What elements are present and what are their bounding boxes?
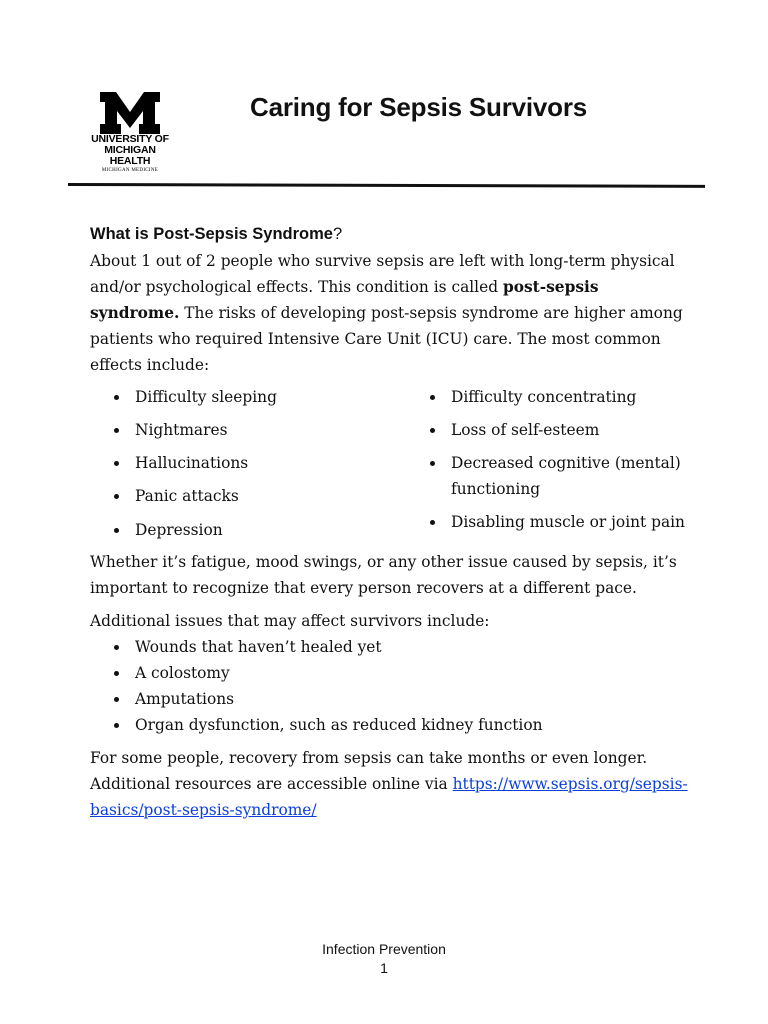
list-item: Disabling muscle or joint pain [406, 509, 706, 535]
list-item: Panic attacks [90, 483, 277, 509]
list-item: Depression [90, 517, 277, 543]
effects-columns [90, 384, 690, 544]
main-content [90, 222, 690, 823]
intro-paragraph [90, 248, 690, 378]
list-item: Difficulty concentrating [406, 384, 706, 410]
page-number: 1 [380, 960, 388, 976]
header-divider [68, 183, 705, 188]
list-item: Nightmares [90, 417, 277, 443]
list-item: Amputations [90, 686, 690, 712]
page-footer [0, 940, 768, 978]
section-heading-text: What is Post-Sepsis Syndrome [90, 225, 333, 243]
block-m-icon [99, 92, 161, 134]
effects-list-right [406, 384, 706, 542]
intro-bold-term: post-sepsis syndrome. [90, 278, 599, 322]
logo-line-2: MICHIGAN HEALTH [104, 144, 156, 167]
logo-line-3: MICHIGAN MEDICINE [101, 168, 159, 173]
list-item: Loss of self-esteem [406, 417, 706, 443]
list-item: A colostomy [90, 660, 690, 686]
logo-line-1: UNIVERSITY OF [91, 133, 169, 145]
list-item: Hallucinations [90, 450, 277, 476]
additional-issues-list [90, 634, 690, 738]
michigan-health-logo [84, 92, 176, 174]
footer-department: Infection Prevention [322, 941, 446, 957]
intro-text-2: The risks of developing post-sepsis syndrome are higher among patients who required Intensive Care Unit (ICU) care. The most common effects include: [90, 304, 683, 374]
list-item: Decreased cognitive (mental) functioning [406, 450, 706, 502]
effects-list-left [90, 384, 277, 550]
recovery-paragraph: Whether it’s fatigue, mood swings, or any other issue caused by sepsis, it’s important to recognize that every person recovers at a different pace. [90, 553, 677, 597]
list-item: Organ dysfunction, such as reduced kidney function [90, 712, 690, 738]
intro-text-1: About 1 out of 2 people who survive sepsis are left with long-term physical and/or psychological effects. This condition is called [90, 252, 675, 296]
resources-text: For some people, recovery from sepsis can take months or even longer. Additional resources are accessible online via [90, 749, 648, 793]
additional-issues-intro: Additional issues that may affect survivors include: [90, 612, 490, 630]
page-title: Caring for Sepsis Survivors [250, 92, 588, 122]
resources-paragraph [90, 745, 690, 823]
list-item: Difficulty sleeping [90, 384, 277, 410]
list-item: Wounds that haven’t healed yet [90, 634, 690, 660]
section-heading [90, 222, 690, 245]
section-heading-mark: ? [332, 225, 343, 243]
sepsis-resources-link[interactable]: https://www.sepsis.org/sepsis-basics/post-sepsis-syndrome/ [90, 775, 688, 819]
